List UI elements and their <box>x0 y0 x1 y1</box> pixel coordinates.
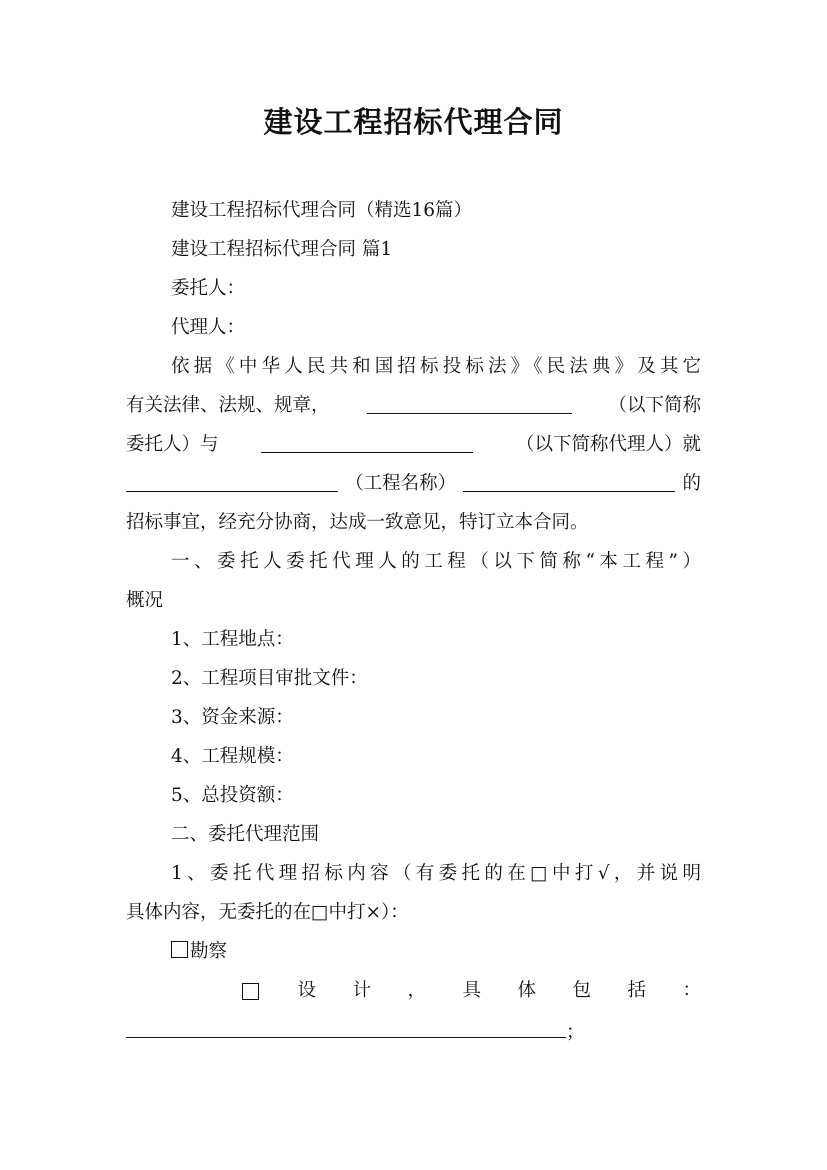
survey-checkbox[interactable] <box>171 941 188 958</box>
preamble-line-4-end: 的 <box>682 473 701 494</box>
chapter-heading: 建设工程招标代理合同 篇1 <box>171 239 393 260</box>
survey-option <box>126 941 701 963</box>
blank-agent-name[interactable] <box>261 434 473 453</box>
document-title: 建设工程招标代理合同 <box>263 105 564 139</box>
preamble-line-3 <box>126 434 701 456</box>
blank-design-detail[interactable] <box>126 1019 566 1038</box>
preamble-line-3-end: （以下简称代理人）就 <box>515 434 701 455</box>
preamble-line-4-mid: （工程名称） <box>345 473 457 494</box>
preamble-line-4 <box>126 473 701 495</box>
design-option <box>126 980 701 1002</box>
preamble-line-2-start: 有关法律、法规、规章， <box>126 395 330 416</box>
design-char: 计 <box>352 980 371 1001</box>
preamble-line-1: 依据《中华人民共和国招标投标法》《民法典》及其它 <box>171 356 701 377</box>
principal-label: 委托人： <box>171 278 246 299</box>
list-item-funding-source: 3、资金来源： <box>171 707 294 728</box>
blank-project-name[interactable] <box>126 473 338 492</box>
section-1-heading-cont: 概况 <box>126 590 164 611</box>
list-item-approval-documents: 2、工程项目审批文件： <box>171 668 368 689</box>
section-1-heading: 一、委托人委托代理人的工程（以下简称“本工程”） <box>171 551 701 572</box>
agent-label: 代理人： <box>171 317 246 338</box>
preamble-line-2 <box>126 395 701 417</box>
design-checkbox[interactable] <box>242 983 259 1000</box>
survey-label: 勘察 <box>190 941 228 962</box>
preamble-line-5: 招标事宜，经充分协商，达成一致意见，特订立本合同。 <box>126 512 589 533</box>
list-item-project-location: 1、工程地点： <box>171 629 294 650</box>
design-detail-line <box>126 1019 701 1044</box>
blank-project-detail[interactable] <box>463 473 675 492</box>
preamble-line-3-start: 委托人）与 <box>126 434 219 455</box>
section-2-heading: 二、委托代理范围 <box>171 824 320 845</box>
document-subtitle: 建设工程招标代理合同（精选16篇） <box>171 200 473 221</box>
design-char: ， <box>407 980 426 1001</box>
design-char: 括 <box>627 980 646 1001</box>
design-char: 具 <box>462 980 481 1001</box>
design-char: 设 <box>297 980 316 1001</box>
list-item-project-scale: 4、工程规模： <box>171 746 294 767</box>
section-2-item-1: 1、委托代理招标内容（有委托的在□中打√，并说明 <box>171 863 701 884</box>
design-char: 体 <box>517 980 536 1001</box>
design-char: 包 <box>572 980 591 1001</box>
list-item-total-investment: 5、总投资额： <box>171 785 294 806</box>
preamble-line-2-end: （以下简称 <box>608 395 701 416</box>
design-end-mark: ； <box>566 1022 585 1043</box>
design-char: ： <box>682 980 701 1001</box>
blank-principal-name[interactable] <box>367 395 572 414</box>
section-2-item-1-cont: 具体内容，无委托的在□中打×）： <box>126 902 409 923</box>
